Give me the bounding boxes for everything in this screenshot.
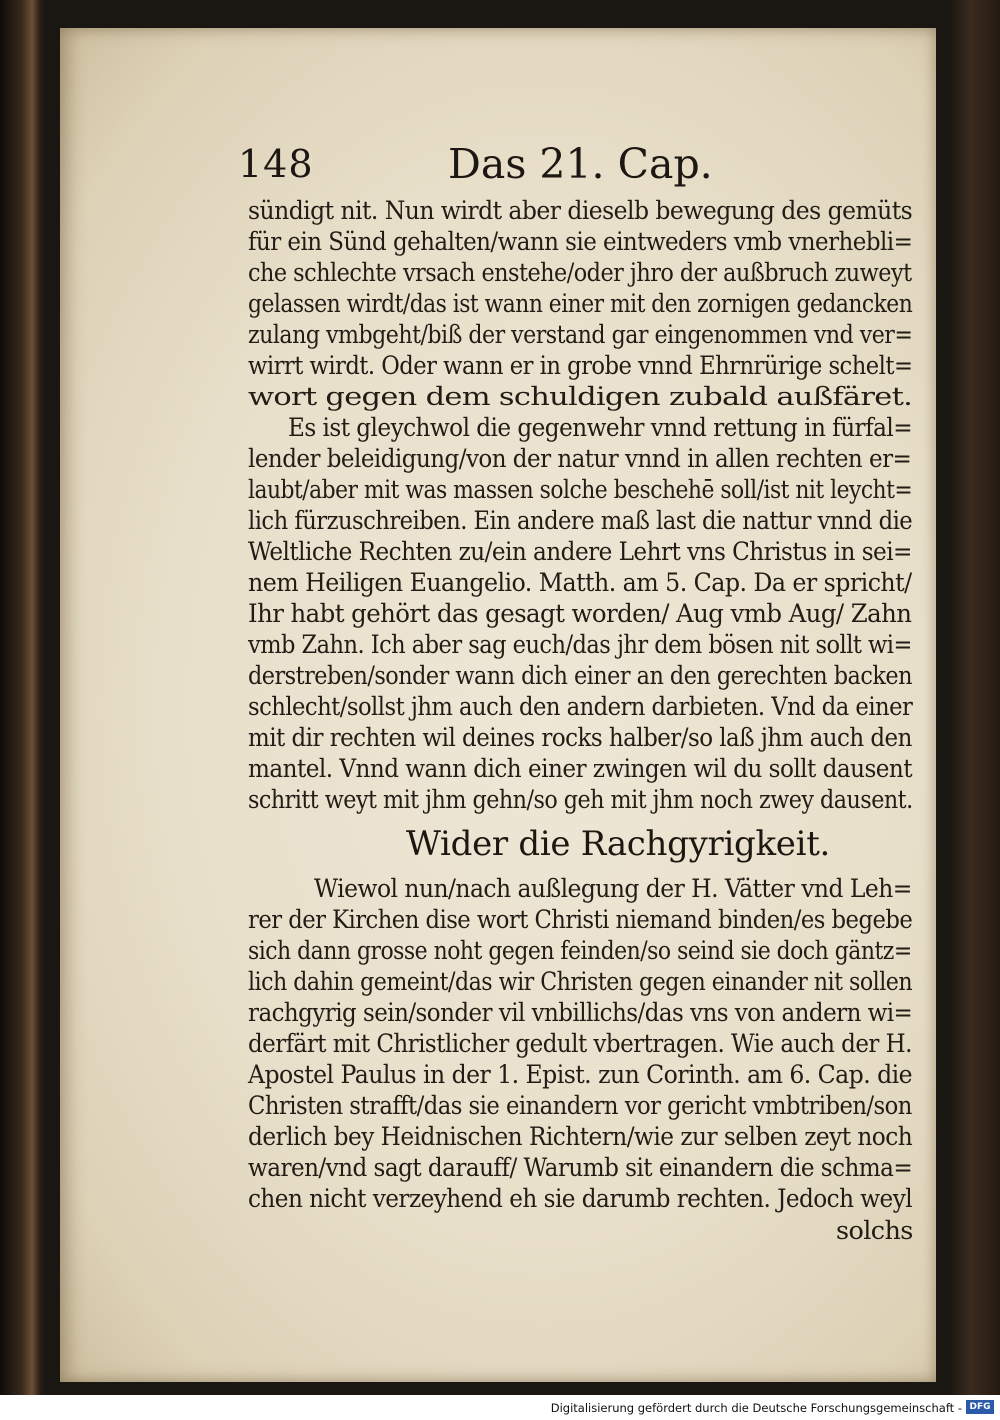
text-line: Wiewol nun/nach außlegung der H. Vätter vnd Leh=: [314, 874, 912, 904]
section-heading: Wider die Rachgyrigkeit.: [406, 824, 831, 864]
text-line: zulang vmbgeht/biß der verstand gar eingenommen vnd ver=: [248, 320, 913, 350]
text-line: waren/vnd sagt darauff/ Warumb sit einandern die schma=: [248, 1153, 913, 1183]
catchword: solchs: [836, 1216, 913, 1246]
text-line: derlich bey Heidnischen Richtern/wie zur selben zeyt noch: [248, 1122, 913, 1152]
text-line: Christen strafft/das sie einandern vor gericht vmbtriben/son: [248, 1091, 912, 1121]
footer-bar: [0, 1395, 1000, 1420]
text-line: Es ist gleychwol die gegenwehr vnnd rettung in fürfal=: [288, 413, 913, 443]
text-line: Ihr habt gehört das gesagt worden/ Aug vmb Aug/ Zahn: [248, 599, 912, 629]
text-line: mit dir rechten wil deines rocks halber/so laß jhm auch den: [248, 723, 912, 753]
text-line: mantel. Vnnd wann dich einer zwingen wil du sollt dausent: [248, 754, 913, 784]
text-line: nem Heiligen Euangelio. Matth. am 5. Cap. Da er spricht/: [248, 568, 912, 598]
text-line: sich dann grosse noht gegen feinden/so seind sie doch gäntz=: [248, 936, 912, 966]
text-line: chen nicht verzeyhend eh sie darumb rechten. Jedoch weyl: [248, 1184, 913, 1214]
text-line: lich dahin gemeint/das wir Christen gegen einander nit sollen: [248, 967, 913, 997]
text-line: derfärt mit Christlicher gedult vbertragen. Wie auch der H.: [248, 1029, 912, 1059]
text-line: gelassen wirdt/das ist wann einer mit den zornigen gedancken: [248, 289, 913, 319]
text-line: lender beleidigung/von der natur vnnd in allen rechten er=: [248, 444, 912, 474]
text-line: rer der Kirchen dise wort Christi niemand binden/es begebe: [248, 905, 913, 935]
text-line: wirrt wirdt. Oder wann er in grobe vnnd Ehrnrürige schelt=: [248, 351, 913, 381]
footer-credit: Digitalisierung gefördert durch die Deutsche Forschungsgemeinschaft -: [550, 1401, 962, 1415]
text-line: wort gegen dem schuldigen zubald außfäret.: [248, 382, 913, 412]
running-head: Das 21. Cap.: [448, 140, 713, 188]
text-line: schlecht/sollst jhm auch den andern darbieten. Vnd da einer: [248, 692, 913, 722]
dfg-logo: DFG: [966, 1400, 994, 1414]
text-line: derstreben/sonder wann dich einer an den gerechten backen: [248, 661, 912, 691]
text-line: sündigt nit. Nun wirdt aber dieselb bewegung des gemüts: [248, 196, 913, 226]
text-line: Weltliche Rechten zu/ein andere Lehrt vns Christus in sei=: [248, 537, 912, 567]
page-header: [238, 142, 878, 192]
text-line: lich fürzuschreiben. Ein andere maß last die nattur vnnd die: [248, 506, 913, 536]
text-line: rachgyrig sein/sonder vil vnbillichs/das vns von andern wi=: [248, 998, 913, 1028]
text-line: che schlechte vrsach enstehe/oder jhro der außbruch zuweyt: [248, 258, 912, 288]
text-line: vmb Zahn. Ich aber sag euch/das jhr dem bösen nit sollt wi=: [248, 630, 912, 660]
page-number: 148: [238, 142, 314, 186]
text-line: für ein Sünd gehalten/wann sie eintweders vmb vnerhebli=: [248, 227, 913, 257]
text-line: schritt weyt mit jhm gehn/so geh mit jhm noch zwey dausent.: [248, 785, 913, 815]
text-line: Apostel Paulus in der 1. Epist. zun Corinth. am 6. Cap. die: [248, 1060, 913, 1090]
text-line: laubt/aber mit was massen solche beschehē soll/ist nit leycht=: [248, 475, 913, 505]
